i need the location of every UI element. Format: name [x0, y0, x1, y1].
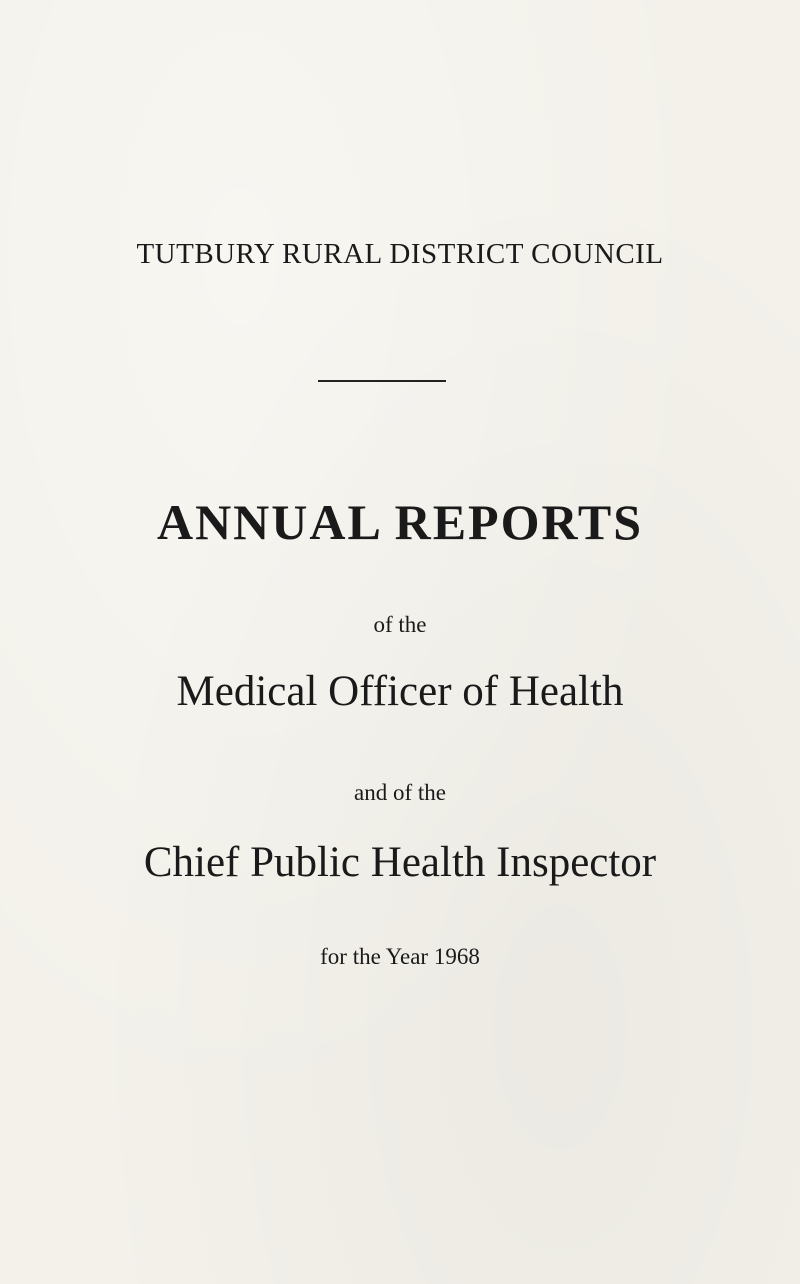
- report-year: for the Year 1968: [320, 944, 480, 969]
- connector-and-of-the: and of the: [354, 780, 446, 805]
- report-heading: ANNUAL REPORTS: [156, 494, 644, 550]
- divider-rule: [318, 380, 446, 382]
- connector-of-the: of the: [373, 612, 427, 637]
- inspector-title: Chief Public Health Inspector: [143, 839, 657, 886]
- medical-officer-title: Medical Officer of Health: [176, 668, 624, 715]
- council-name: TUTBURY RURAL DISTRICT COUNCIL: [136, 238, 664, 270]
